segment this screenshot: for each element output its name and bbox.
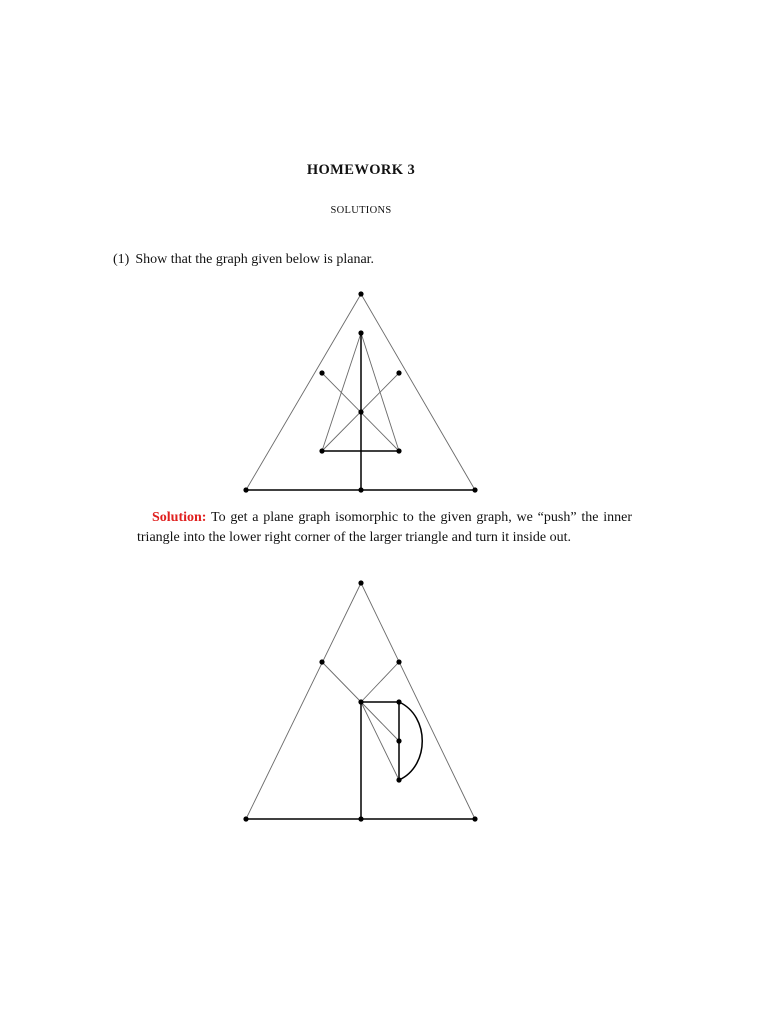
- vertex: [243, 816, 248, 821]
- vertex: [358, 699, 363, 704]
- edge: [361, 702, 399, 741]
- edge: [361, 583, 475, 819]
- solution-text: To get a plane graph isomorphic to the given graph, we “push” the inner triangle into the lower right corner of the larger triangle and turn it inside out.: [137, 510, 632, 545]
- vertex: [358, 816, 363, 821]
- edge: [361, 702, 399, 780]
- vertex: [319, 659, 324, 664]
- vertex: [396, 777, 401, 782]
- edge: [322, 662, 361, 702]
- curved-edge: [399, 702, 422, 780]
- vertex: [358, 580, 363, 585]
- vertex: [396, 738, 401, 743]
- page-subtitle: SOLUTIONS: [330, 205, 392, 216]
- edge: [246, 583, 361, 819]
- solution-label: Solution:: [152, 510, 207, 525]
- problem-text: Show that the graph given below is planar.: [135, 252, 375, 267]
- vertex: [396, 659, 401, 664]
- vertex: [396, 699, 401, 704]
- edge: [361, 662, 399, 702]
- page-title: HOMEWORK 3: [306, 162, 416, 178]
- vertex: [472, 816, 477, 821]
- problem-number: (1): [113, 252, 130, 267]
